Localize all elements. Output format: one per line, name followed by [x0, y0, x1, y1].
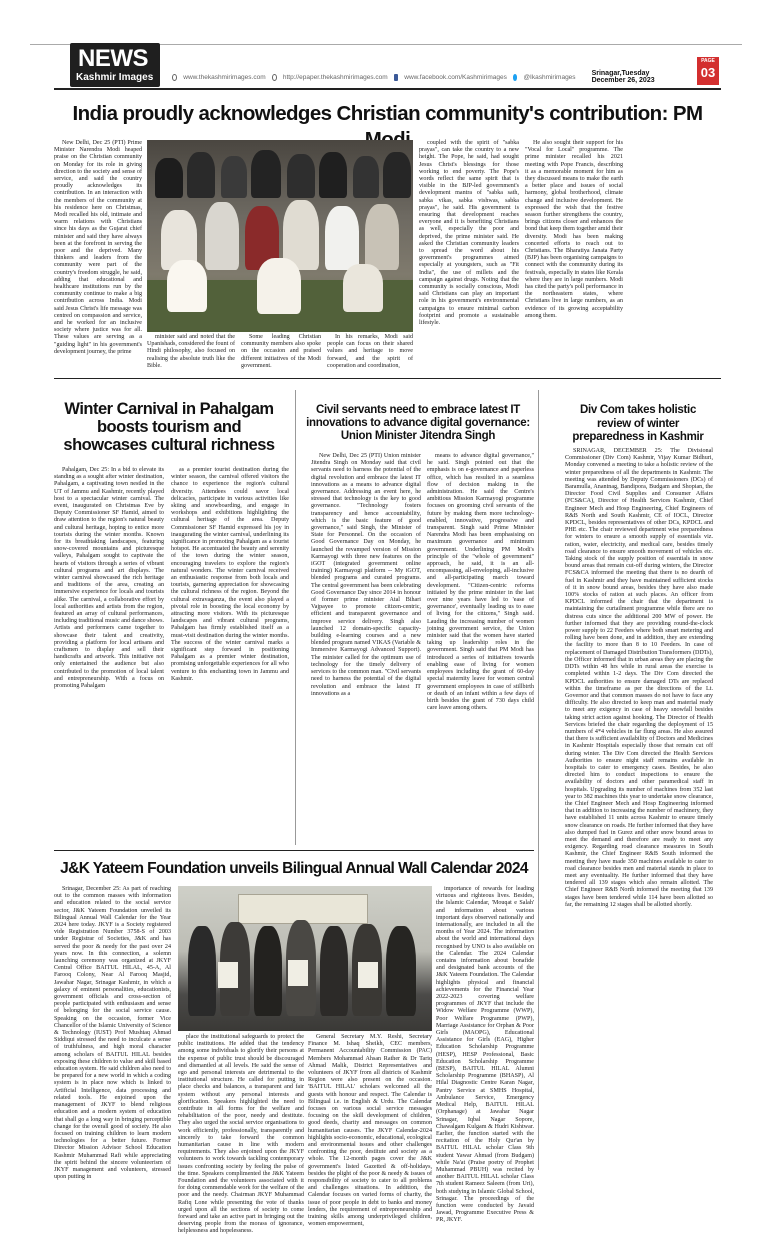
masthead-strip — [172, 70, 672, 84]
lead-col1: New Delhi, Dec 25 (PTI) Prime Minister Narendra Modi heaped praise on the Christian community on Monday for its role in giving direction to the society and sense of service, and said the country proudly acknowledges its contribution. In an interaction with the members of the community at his residence here on Christmas, Modi recalled his old, intimate and warm relations with Christians since his days as the Gujarat chief minister and said they have always been at the forefront in serving the poor and the deprived. Many thinkers and leaders from the community were part of the country's freedom struggle, he said, adding that educational and healthcare institutions run by the community continue to make a big contribution across India. Modi said Jesus Christ's life message was centred on compassion and service, and he worked for an inclusive society where justice was for all. These values are serving as a "guiding light" in his government's development journey, the prime — [54, 140, 142, 355]
epaper-link[interactable]: http://epaper.thekashmirimages.com — [282, 73, 388, 81]
brand-subtitle: Kashmir Images — [76, 72, 154, 83]
epaper-icon — [272, 74, 277, 81]
twitter-icon — [513, 74, 518, 81]
facebook-link[interactable]: www.facebook.com/Kashmirimages — [404, 73, 507, 81]
winter-col1: Pahalgam, Dec 25: In a bid to elevate its standing as a sought after winter destination, Pahalgam, a captivating town nestled in the UT of Jammu and Kashmir, recently played host to a spectacular winter carnival. The event, inaugurated on Christmas Eve by Deputy Commissioner SF Hamid, aimed to draw attention to the region's natural beauty and cultural heritage, hoping to entice more tourists during the winter months. Known for its breathtaking landscapes, featuring snow-covered mountains and picturesque valleys, Pahalgam sought to captivate the hearts of visitors through a series of vibrant cultural programs and art displays. The winter carnival showcased the rich heritage and traditions of the area, creating an immersive experience for locals and tourists alike. The carnival, a collaborative effort by local authorities and artists from the region, featured an array of cultural performances, including traditional music and dance shows. Artists and performers came together to showcase their talent and creativity, providing a platform for local artisans and craftsmen to display and sell their handicrafts and artwork. This initiative not only entertained the audience but also contributed to the promotion of local talent and entrepreneurship. With a focus on promoting Pahalgam — [54, 467, 165, 690]
lead-photo — [147, 140, 413, 332]
yateem-photo — [178, 886, 432, 1031]
page-number: 03 — [700, 65, 716, 80]
yateem-col4: importance of rewards for leading virtuous and righteous lives. Besides, the Islamic Calendar, 'Mouqat e Salah' and information about various important days observed nationally and internationally, are included in all the months of Year 2024. The information about the world and international days recognised by UNO is also available on the Calendar. The 2024 Calendar contains information about bonafide and designated bank accounts of the J&K Yateem Foundation. The Calendar highlights physical and financial achievements for the Financial Year 2022-2023 covering welfare programmes of JKYF that include the Widow Welfare Programme (WWP), Poor Welfare Programme (PWP), Marriage Assistance for Orphan & Poor Girls (MAOPG), Educational Assistance for Girls (EAG), Higher Education Scholarship Programme (HESP), HESP Professional, Basic Education Scholarship Programme (BESP), BAITUL HILAL Alumni Scholarship Programme (BHASP), Al Hilal Diagnostic Centre Karan Nagar, Pantry Service at SMHS Hospital, Ambulance Service, Emergency Medical Help, BAITUL HILAL (Orphanage) at Jawahar Nagar Srinagar, Iqbal Nagar Sopore, Chawalgam Kulgam & Hudri Kishtwar. Earlier, the function started with the recitation of the Holy Qur'an by BAITUL HILAL scholar Class 9th student Yawar Ahmad (from Budgam) while Na'at (Praise poetry of Prophet Muhammad PBUH) was recited by another BAITUL HILAL scholar Class 7th student Rameez Saleem (from Uri), both studying in Islamic Global School, Srinagar. The proceedings of the function were conducted by Javaid Jawad, Programme Executive Press & PR, JKYF. — [436, 886, 534, 1224]
brand-title: NEWS — [78, 45, 148, 72]
lead-col5: He also sought their support for his "Vocal for Local" programme. The prime minister recalled his 2021 meeting with Pope Francis, describing it as a memorable moment for him as they discussed means to make the earth a better place and issues of social harmony, global brotherhood, climate change and inclusive development. He expressed the wish that the festive season further strengthens the country, brings citizens closer and enhances the bond that keep them together amid their diversity. Modi has been making concerted efforts to reach out to Christians. The Bharatiya Janata Party (BJP) has been organising campaigns to connect with the community during its festivals, especially in states like Kerala where they are in large numbers. Modi has cited the party's poll performance in the northeastern states, where Christians live in large numbers, as an evidence of its growing acceptability among them. — [525, 140, 623, 319]
web-icon — [172, 74, 177, 81]
lead-headline: India proudly acknowledges Christian community's contribution: PM — [72, 102, 703, 125]
middle-rule — [54, 850, 534, 851]
yateem-col3: General Secretary M.Y. Reshi, Secretary Finance M. Ishaq Sheikh, CEC members, Permanent Accountability Commission (PAC) Members Mohammad Ahsan Rather & Dr Tariq Ahmad Malik, District Representatives and volunteers of JKYF from all districts of Kashmir Region were also present on the occasion. 'BAITUL HILAL' scholars welcomed all the guests with honour and respect. The Calendar is Bilingual i.e. in English & Urdu. The Calendar focuses on various social service messages focusing on the skill development of children, good deeds, charity and messages on common humanitarian causes. The JKYF Calendar-2024 highlights socio-economic, educational, ecological and environmental issues and other challenges confronting the poor, destitute and society as a whole. The 12-month pages cover the J&K government's listed Gazetted & off-holidays, besides the plight of the poor & needy & issues of responsibility of society to cater to all problems and challenges situations. In addition, the Calendar focuses on varied forms of charity, the issue of poor people in debt to banks and money lenders, the requirement of entrepreneurship and training skills among underprivileged children, women empowerment, — [308, 1034, 432, 1228]
site-link[interactable]: www.thekashmirimages.com — [183, 73, 266, 81]
yateem-headline: J&K Yateem Foundation unveils Bilingual Annual Wall Calendar 2024 — [60, 860, 528, 877]
lead-caption-1: minister said and noted that the Upanishads, considered the fount of Hindi philosophy, also focused on realising the absolute truth like the Bible. — [147, 334, 235, 369]
page-label: PAGE — [701, 58, 715, 64]
yateem-col2: place the institutional safeguards to protect the public institutions. He added that the tendency among some individuals to glorify their persons at the expense of public trust should be discouraged and dismantled at all levels. He said the sense of ego and personal interests are detrimental to the institutional structure. He called for putting in place checks and balances, a transparent and fair system without any personal interests and glorification. Speakers highlighted the need to contribute in all forms for the welfare and rehabilitation of the poor, needy and destitute. They also urged the social service organisations to work efficiently, professionally, transparently and sincerely to take forward the common humanitarian cause in line with modern requirements. They also enjoined upon the JKYF volunteers to work towards tackling contemporary issues confronting society by feeling the pulse of the time. Speakers complimented the J&K Yateem Foundation and the volunteers associated with it for doing commendable work for the welfare of the poor and the needy. Chairman JKYF Muhammad Rafiq Lone while presenting the vote of thanks urged upon all the sections of society to come forward and take an active part in bringing out the deserving people from the morass of ignorance, helplessness and hopelessness. — [178, 1034, 304, 1235]
lead-col4: coupled with the spirit of "sabka prayas", can take the country to a new height. The Pope, he said, had sought Jesus Christ's blessings for those working to end poverty. The Pope's words reflect the same spirit that is visible in the BJP-led government's development mantra of "sabka sath, sabka vikas, sabka vishwas, sabka prayas", he said. His government is ensuring that development reaches everyone and it is benefiting Christians as well, especially the poor and deprived, the prime minister said. He asked the Christian community leaders to spread the word about his government's programmes aimed especially at youngsters, such as "Fit India", the use of millets and the campaign against drugs. Noting that the community is socially conscious, Modi said Christians can play an important role in his government's environmental campaigns to ensure minimal carbon footprint and promote a sustainable lifestyle. — [419, 140, 519, 327]
dateline: Srinagar,Tuesday December 26, 2023 — [591, 70, 655, 84]
winter-divider — [295, 390, 296, 845]
civil-col2: means to advance digital governance," he said. Singh pointed out that the emphasis is on e-governance and paperless office, which has resulted in a seamless flow of decision making in the administration. He said the Centre's ambitious Mission Karmayogi programme focuses on grooming civil servants of the future by making them more technology-enabled, innovative, progressive and transparent. Singh said Prime Minister Narendra Modi has been emphasising on maximum governance and minimum government. Underlining PM Modi's principle of the "whole of government" approach, he said, it is an all-encompassing, all-enveloping, all-inclusive and all-participating march toward development. "Citizen-centric reforms initiated by the prime minister in the last over nine years have led to 'ease of governance', eventually leading us to ease of living for the citizens," Singh said. Lauding the increasing number of women joining government service, the Union minister said that the women have started taking up leadership roles in the government. Singh said that PM Modi has introduced a series of initiatives towards enabling ease of living for women employees including the grant of 60-day special maternity leave for women central government employees in case of stillbirth or death of an infant within a few days of birth besides the grant of 730 days child care leave among others. — [427, 453, 534, 712]
divcom-headline: Div Com takes holistic review of winter preparedness in Kashmir — [572, 404, 704, 443]
facebook-icon — [394, 74, 399, 81]
winter-col2: as a premier tourist destination during the winter season, the carnival offered visitors the chance to experience the region's cultural diversity. Attendees could savor local delicacies, participate in various activities like skiing and snowboarding, and engage in workshops and exhibitions highlighting the cultural heritage of the area. Deputy Commissioner SF Hamid expressed his joy in inaugurating the winter carnival, underlining its significance in promoting Pahalgam as a tourist hotspot. He accentuated the beauty and serenity of the town during the winter season, encouraging travelers to explore the region's natural wonders. The winter carnival received an enthusiastic response from both locals and tourists, garnering appreciation for showcasing the cultural richness of the region. Beyond the cultural extravaganza, the event also played a pivotal role in boosting the local economy by attracting more visitors. With its picturesque landscapes and vibrant cultural programs, Pahalgam has firmly established itself as a must-visit destination during the winter months. The success of the winter carnival marks a significant step forward in positioning Pahalgam as a premier winter destination, promising unforgettable experiences for all who venture to this enchanting town in Jammu and Kashmir. — [171, 467, 289, 682]
winter-headline: Winter Carnival in Pahalgam boosts tourism and showcases cultural richness — [63, 400, 275, 454]
civil-divider — [538, 390, 539, 1170]
twitter-link[interactable]: @Ikashmirimages — [523, 73, 576, 81]
lead-caption-3: In his remarks, Modi said people can focus on their shared values and heritage to move forward, and the spirit of cooperation and coordination, — [327, 334, 413, 369]
civil-col1: New Delhi, Dec 25 (PTI) Union minister Jitendra Singh on Monday said that civil servants need to harness the potential of the digital revolution and embrace the latest IT innovations as a means to advance digital governance. Addressing an event here, he stressed that technology is the key to good governance. "Technology fosters transparency and hence accountability, which is the basic feature of good governance," said Singh, the Minister of State for Personnel. On the occasion of Good Governance Day on Monday, he launched the revamped version of Mission Karmayogi with three new features on the iGOT (integrated government online training) Karmayogi platform -- My iGOT, blended programs and curated programs. The central government has been celebrating Good Governance Day since 2014 in honour of former prime minister Atal Bihari Vajpayee to promote citizen-centric, efficient and transparent governance and improve service delivery. Singh also launched 12 domain-specific capacity-building e-learning courses and a new blended program named VIKAS (Variable & Immersive Karmayogi Advanced Support). The minister called for the optimum use of technology for the timely delivery of services to the common man. "Civil servants need to harness the potential of the digital revolution and embrace the latest IT innovations as a — [311, 453, 421, 697]
divcom-body: SRINAGAR, DECEMBER 25: The Divisional Commissioner (Div Com) Kashmir, Vijay Kumar Bidhuri, Monday convened a meeting to take a holistic review of the winter preparedness of all the departments in Kashmir. The meeting was attended by Deputy Commissioners (DCs) of Baramulla, Anantnag, Bandipora, Budgam and Shopian, the Director Food Civil Supplies and Consumer Affairs (FCS&CA), Director of Health Services Kashmir, Chief Engineer Mech and Hosp Engineering, Chief Engineers of R&B North and South Kashmir, CE of IOCL, Director KPDCL, besides representatives of other DCs, KPDCL and PHE etc. The chair reviewed department wise preparedness for winters to ensure a smooth supply of essentials viz. ration, water, electricity, and medical care, besides timely road clearance to ensure smooth movement of vehicles etc. Taking stock of the supply position of essentials in snow bound areas that remain cut-off during winters, the Director FCS&CA informed the meeting that there is no dearth of fuel in Kashmir and they have maintained sufficient stocks of it in snow bound areas, besides they have also made 100% stocks of ration at such places. An officer from KPDCL informed the chair that the department is maintaining the curtailment programme while there are no distress cuts since the additional 200 MW of power. He further informed that they are providing round-the-clock power supply to 22 Feeders where both smart metering and rolling have been done, and in addition, they are extending the facility to more than 8 to 10 Feeders. In case of replacement of Damaged Distribution Transformers (DDTs), the Officer informed that in urban areas they are placing the DDTs within 48 hrs while in rural areas the exercise is completed within 1-2 days. The Div Com directed the KPDCL authorities to ensure damaged DTs are replaced within the timeframe as per the directions of the Lt. Governor and that common masses do not have to face any difficulty. He also directed to keep man and material ready to meet any exigency in case of heavy snowfall besides taking strict action against hooking. The Director of Health Services briefed the chair regarding the deployment of 15 numbers of 4*4 vehicles in far flung areas. He also assured that there is sufficient availability of Doctors and Medicines in Kashmir Hospitals especially those that remain cut off during winter. The Div Com directed the Health Services Authorities to ensure night staff remains available in hospitals to cater to emergency cases. Besides, he also directed him to conduct inspections to ensure the availability of doctors and other paramedical staff in hospitals. Upgrading its number of machines from 352 last year to 382 machines this year to undertake snow clearance, the Chief Engineer Mech and Hosp Engineering informed that in addition to increasing the number of machinery, they have established 11 units across Kashmir to ensure timely snow clearance on roads. He further informed that they have also dumped fuel in Gurez and other snow bound areas to meet the demand and therefore are ready to meet any exigency. Regarding road clearance measures in South Kashmir, the Chief Engineer R&B South informed the meeting they have made 350 machines available to cater to road clearance besides men and material stands in place to meet any eventuality. He further informed that they have tendered all 139 stages which also remain allotted. The Chief Engineer R&B North informed the meeting that 139 stages have been tendered while 114 have been allotted so far, the remaining 12 stages shall be allotted shortly. — [565, 448, 713, 908]
lead-bottom-rule — [54, 378, 721, 379]
yateem-col1: Srinagar, December 25: As part of reaching out to the common masses with information and education related to the social service sector, J&K Yateem Foundation unveiled its Bilingual Annual Wall Calendar for the Year 2024 here today. JKYF is a Society registered vide Registration Number 3758-S of 2003 under Registrar of Societies, J&K and has served the poor & needy for the past over 24 years now. In this connection, a solemn launching ceremony was organized at JKYF Central Office BAITUL HILAL, 45-A, Al Farooq Colony, Near Al Farooq Masjid, Jawahar Nagar, Srinagar Kashmir, in which a galaxy of eminent personalities, educationists, government officials and cross-section of people participated with enthusiasm and sense of belonging for the social service cause. Speaking on the occasion, former Vice Chancellor of the Islamic University of Science & Technology (IUST) Prof Mushtaq Ahmad Siddiqui stressed the need to inculcate a sense of truthfulness, and high moral character among scholars of BAITUL HILAL besides exposing these children to value and skill based education system. He said children also need to be prepared for a new world in which a coding system is in place now which is linked to Artificial Intelligence, data processing and related tools. He enjoined upon the management of JKYF to blend religious education and a modern system of education that shall go a long way in bringing perceptible change for the overall good of society. He also focused on training children to learn modern technologies for a better future. Former Director Mission Advisor School Education Kashmir Muhammad Rafi while appreciating the spirit behind the sincere volunteerism of JKYF management and volunteers, stressed upon putting in — [54, 886, 171, 1181]
page-number-box — [697, 57, 719, 85]
civil-headline: Civil servants need to embrace latest IT innovations to advance digital governance: Union Minister Jitendra Singh — [306, 404, 530, 442]
masthead-rule — [54, 88, 721, 90]
lead-caption-2: Some leading Christian community members also spoke on the occasion and praised different initiatives of the Modi government. — [241, 334, 321, 369]
news-badge — [70, 43, 160, 87]
